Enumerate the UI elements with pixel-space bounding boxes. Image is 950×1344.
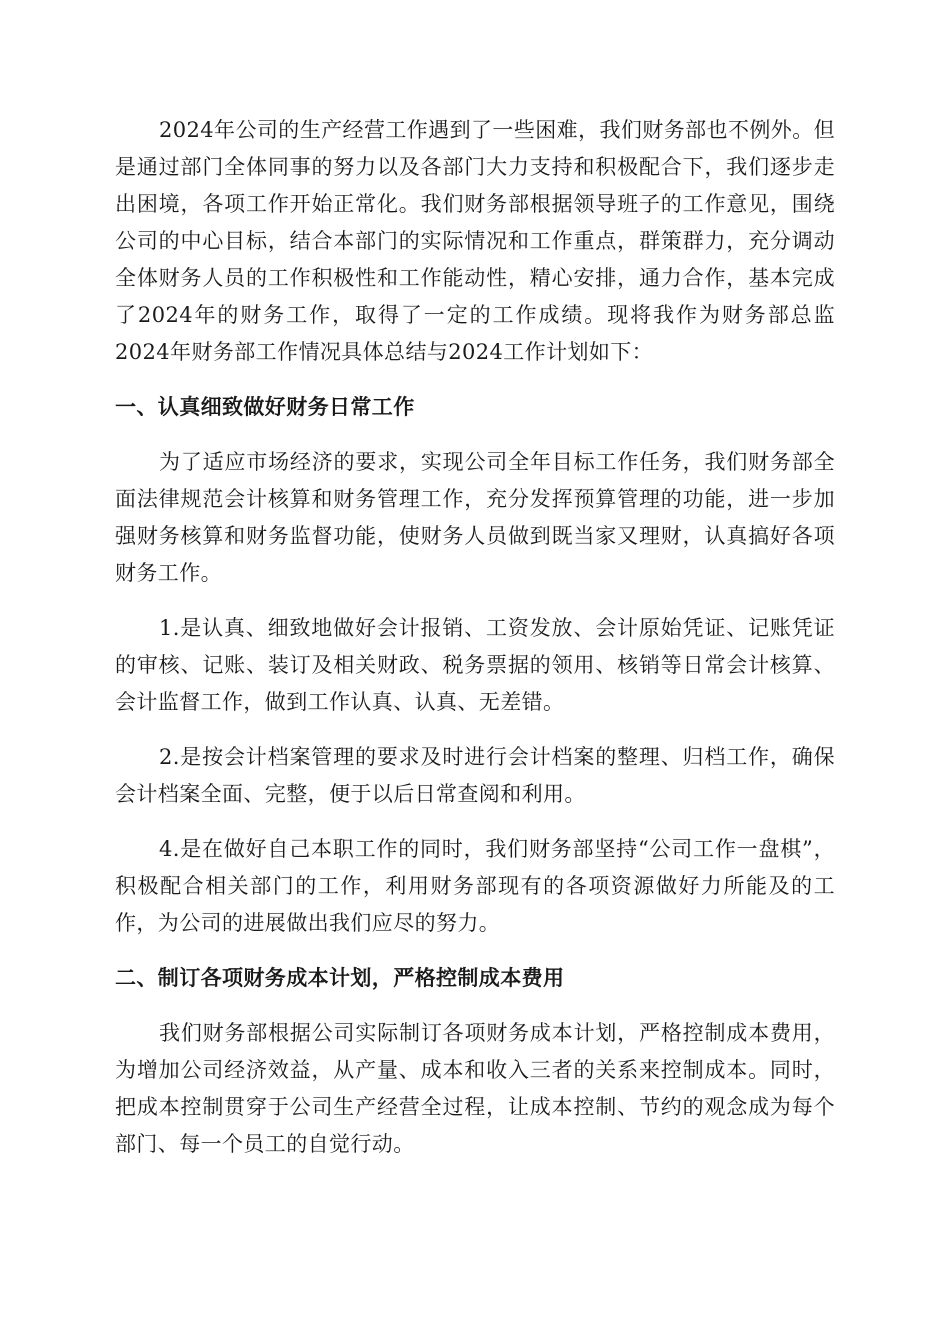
section-2-paragraph: 我们财务部根据公司实际制订各项财务成本计划，严格控制成本费用，为增加公司经济效益，从产量、成本和收入三者的关系来控制成本。同时，把成本控制贯穿于公司生产经营全过程，让成本控制、节约的观念成为每个部门、每一个员工的自觉行动。 xyxy=(115,1021,835,1156)
section-1-item-2: 2.是按会计档案管理的要求及时进行会计档案的整理、归档工作，确保会计档案全面、完整，便于以后日常查阅和利用。 xyxy=(115,745,835,806)
document-body xyxy=(115,112,835,1181)
section-1-heading: 一、认真细致做好财务日常工作 xyxy=(115,395,415,419)
section-2-heading: 二、制订各项财务成本计划，严格控制成本费用 xyxy=(115,966,565,990)
section-1-paragraph: 为了适应市场经济的要求，实现公司全年目标工作任务，我们财务部全面法律规范会计核算和财务管理工作，充分发挥预算管理的功能，进一步加强财务核算和财务监督功能，使财务人员做到既当家又理财，认真搞好各项财务工作。 xyxy=(115,450,835,585)
section-1-item-1: 1.是认真、细致地做好会计报销、工资发放、会计原始凭证、记账凭证的审核、记账、装订及相关财政、税务票据的领用、核销等日常会计核算、会计监督工作，做到工作认真、认真、无差错。 xyxy=(115,616,835,714)
section-1-item-4: 4.是在做好自己本职工作的同时，我们财务部坚持“公司工作一盘棋”，积极配合相关部门的工作，利用财务部现有的各项资源做好力所能及的工作，为公司的进展做出我们应尽的努力。 xyxy=(115,837,835,935)
intro-paragraph: 2024年公司的生产经营工作遇到了一些困难，我们财务部也不例外。但是通过部门全体同事的努力以及各部门大力支持和积极配合下，我们逐步走出困境，各项工作开始正常化。我们财务部根据领导班子的工作意见，围绕公司的中心目标，结合本部门的实际情况和工作重点，群策群力，充分调动全体财务人员的工作积极性和工作能动性，精心安排，通力合作，基本完成了2024年的财务工作，取得了一定的工作成绩。现将我作为财务部总监2024年财务部工作情况具体总结与2024工作计划如下： xyxy=(115,118,835,364)
